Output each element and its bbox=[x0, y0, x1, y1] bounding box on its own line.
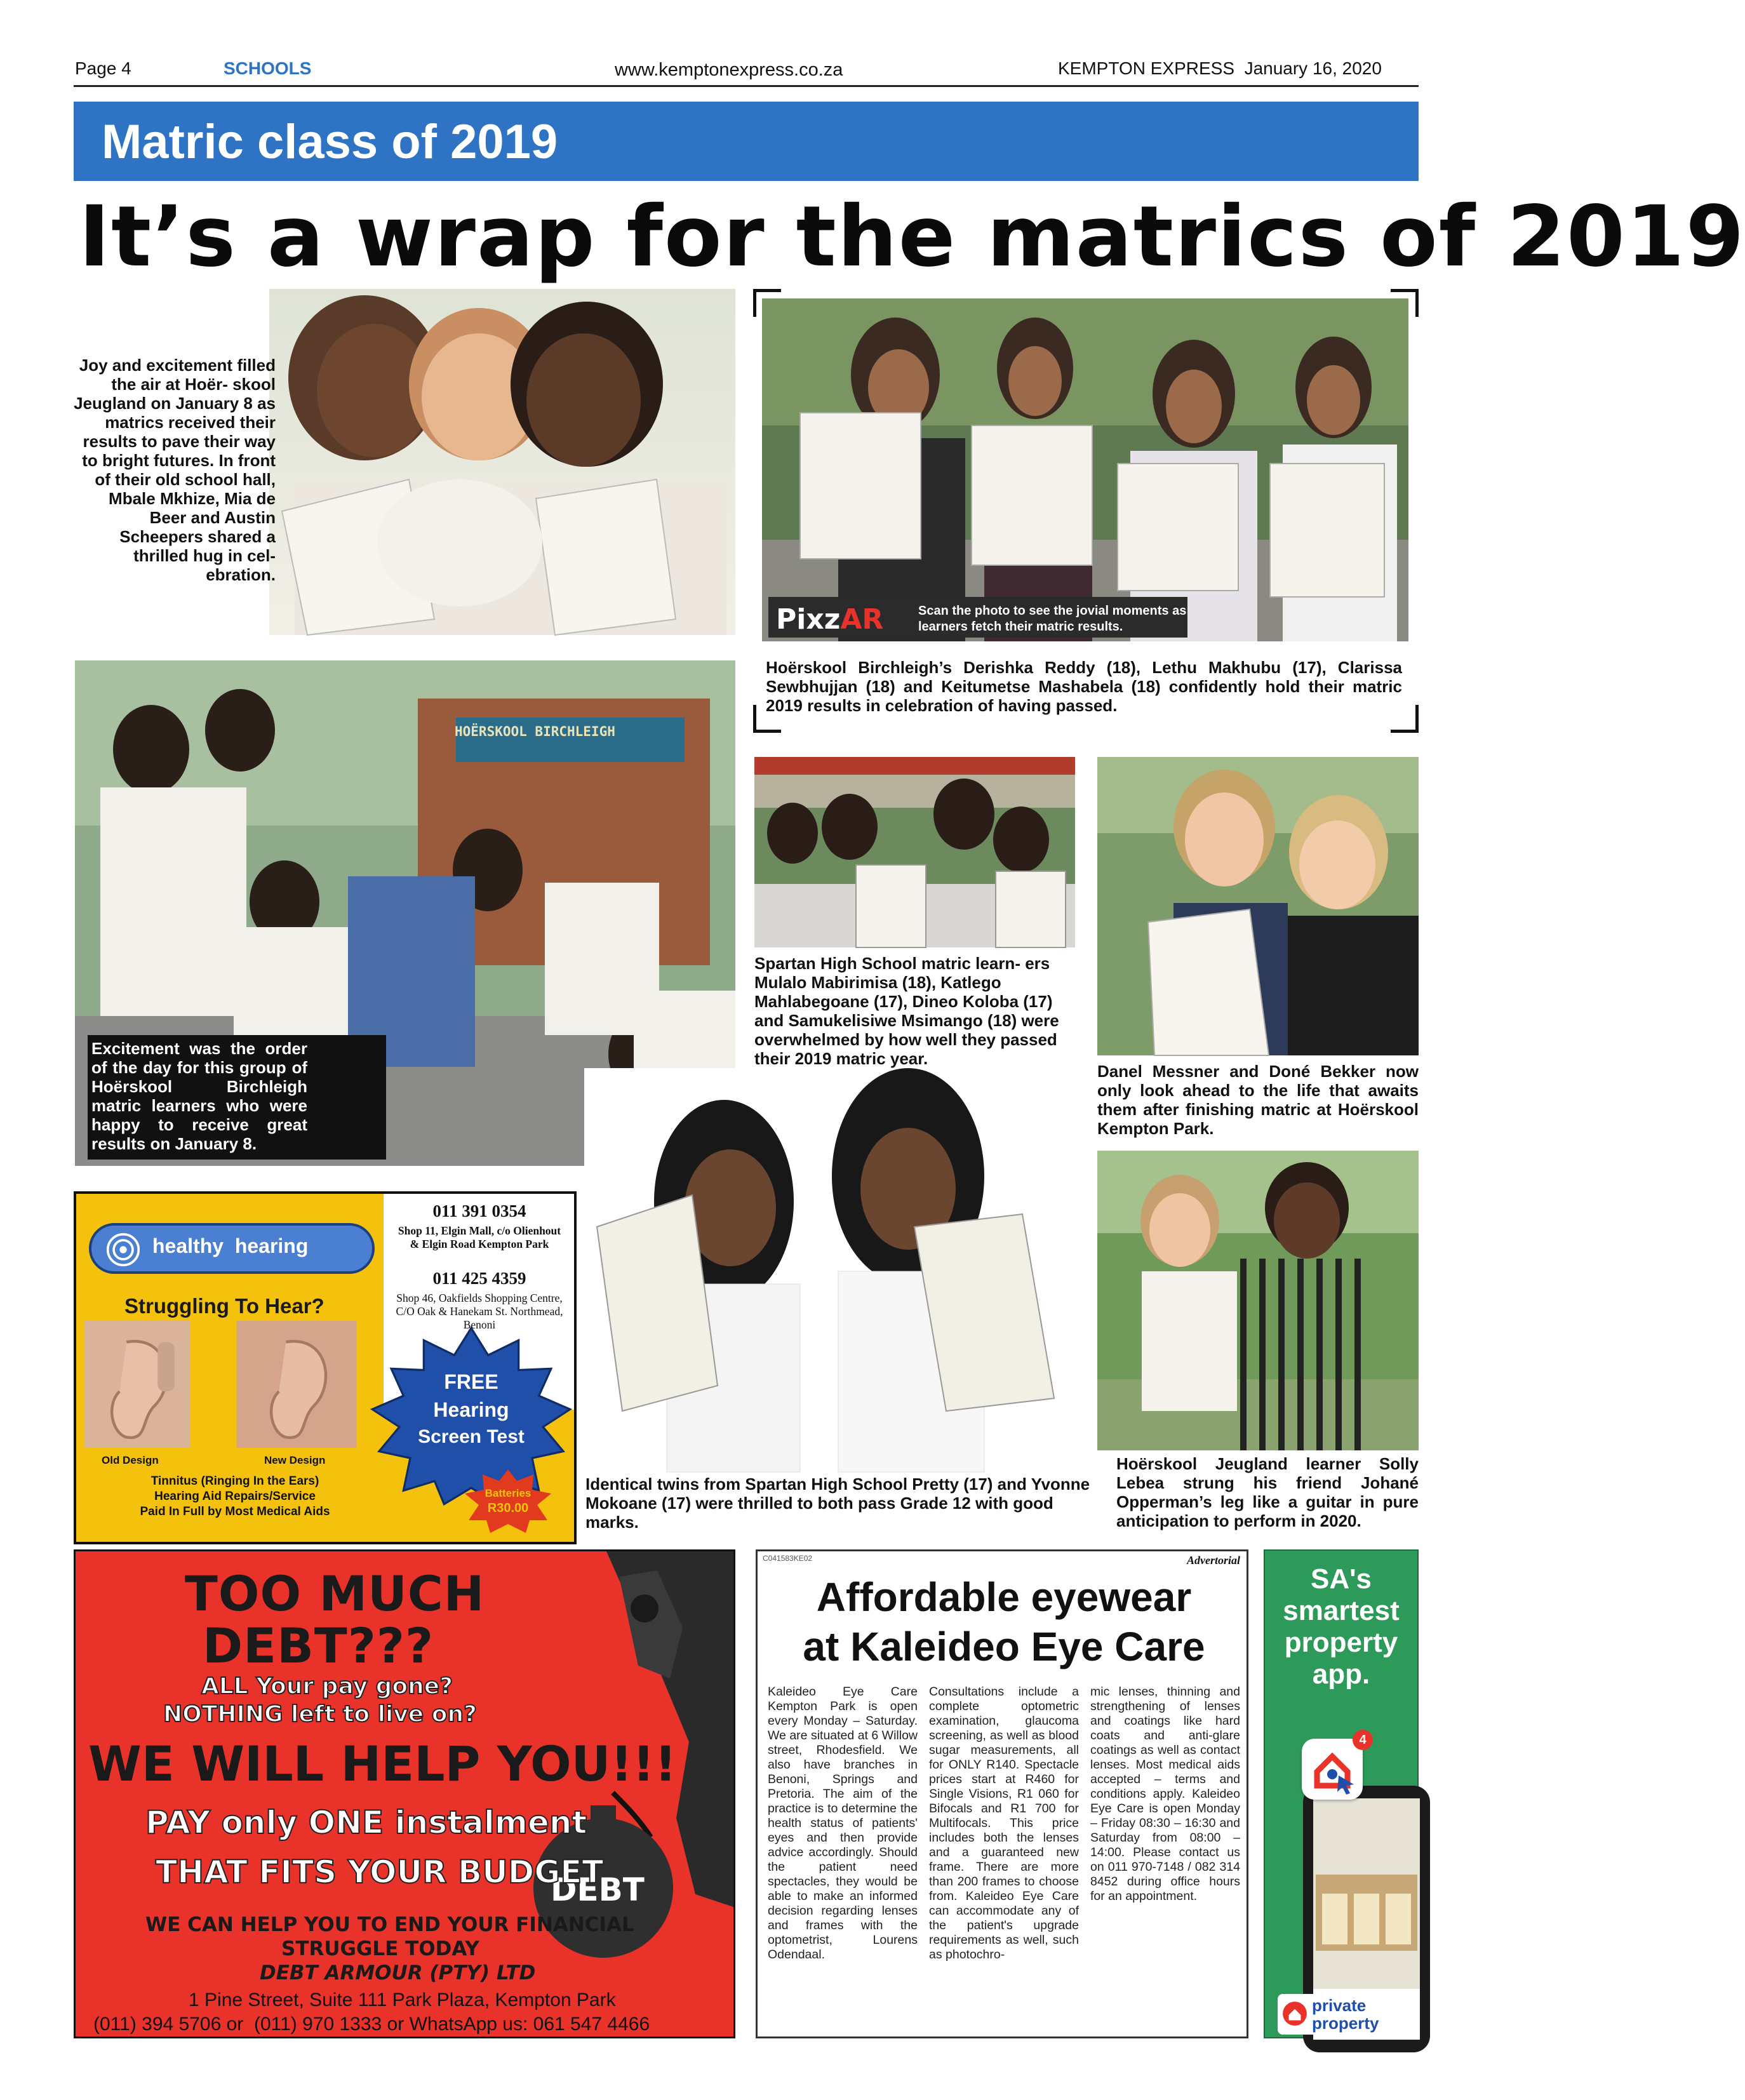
new-design-ear-photo bbox=[235, 1321, 358, 1448]
debt-line-3: ALL Your pay gone? bbox=[201, 1673, 453, 1699]
house-pointer-icon bbox=[1302, 1739, 1363, 1800]
property-line-2: smartest bbox=[1283, 1595, 1400, 1626]
debt-line-5: WE WILL HELP YOU!!! bbox=[88, 1736, 677, 1792]
chained-figure-illustration bbox=[530, 1551, 733, 2040]
photo-twins bbox=[584, 1068, 1080, 1472]
header-rule bbox=[74, 85, 1419, 87]
website[interactable]: www.kemptonexpress.co.za bbox=[615, 60, 843, 80]
battery-label: Batteries bbox=[485, 1487, 532, 1499]
hearing-brand: healthy hearing bbox=[152, 1234, 309, 1257]
free-badge-1: FREE bbox=[444, 1370, 498, 1393]
notification-count: 4 bbox=[1359, 1733, 1367, 1747]
notification-badge bbox=[1353, 1730, 1373, 1750]
private-property-word-1: private bbox=[1312, 1996, 1367, 2015]
eye-title-2: at Kaleideo Eye Care bbox=[803, 1624, 1205, 1669]
debt-address: 1 Pine Street, Suite 111 Park Plaza, Kempton Park bbox=[189, 1990, 616, 2010]
caption-twins: Identical twins from Spartan High School Pretty (17) and Yvonne Mokoane (17) were thrilled to both pass Grade 12 with good marks. bbox=[585, 1475, 1090, 1532]
private-property-word-2: property bbox=[1312, 2014, 1379, 2033]
free-badge-2: Hearing bbox=[433, 1398, 509, 1421]
caption-kempton-park: Danel Messner and Doné Bekker now only look ahead to the life that awaits them after finishing matric at Hoërskool Kempton Park. bbox=[1097, 1062, 1419, 1138]
page-number: Page 4 bbox=[75, 58, 131, 78]
hearing-address-2: Shop 46, Oakfields Shopping Centre, C/O Oak & Hanekam St. Northmead, Benoni bbox=[396, 1292, 563, 1331]
hearing-ad[interactable] bbox=[74, 1191, 577, 1544]
battery-price: R30.00 bbox=[487, 1501, 529, 1515]
school-sign: HOËRSKOOL BIRCHLEIGH bbox=[455, 724, 615, 739]
eyewear-advertorial[interactable] bbox=[756, 1549, 1248, 2038]
hearing-question: Struggling To Hear? bbox=[124, 1294, 324, 1318]
debt-line-6: PAY only ONE instalment bbox=[145, 1804, 587, 1841]
free-badge-3: Screen Test bbox=[418, 1426, 525, 1447]
advertorial-label: Advertorial bbox=[1187, 1554, 1240, 1567]
pixzar-logo[interactable] bbox=[776, 603, 909, 636]
house-logo-icon bbox=[1281, 2000, 1308, 2027]
caption-birchleigh-four: Hoërskool Birchleigh’s Derishka Reddy (18), Lethu Makhubu (17), Clarissa Sewbhujjan (18) and Keitumetse Mashabela (18) confidently hold their matric 2019 results in celebration of having passed. bbox=[766, 658, 1402, 715]
headline: It’s a wrap for the matrics of 2019 bbox=[79, 188, 1745, 286]
app-icon[interactable] bbox=[1302, 1739, 1363, 1800]
debt-line-9: STRUGGLE TODAY bbox=[281, 1937, 479, 1960]
photo-birchleigh-four bbox=[762, 298, 1408, 641]
property-line-1: SA's bbox=[1310, 1563, 1372, 1595]
ear-wave-icon bbox=[105, 1232, 141, 1267]
debt-ball-label: DEBT bbox=[551, 1871, 645, 1908]
section-banner bbox=[74, 102, 1419, 181]
hearing-service-1: Tinnitus (Ringing In the Ears) bbox=[150, 1475, 319, 1488]
hearing-phone-2[interactable]: 011 425 4359 bbox=[432, 1269, 526, 1288]
photo-jeugland-hug bbox=[269, 289, 735, 635]
masthead-date: KEMPTON EXPRESS January 16, 2020 bbox=[1058, 58, 1382, 78]
debt-line-4: NOTHING left to live on? bbox=[163, 1701, 477, 1727]
caption-birchleigh-group: Excitement was the order of the day for this group of Hoërskool Birchleigh matric learners who were happy to receive great results on January 8. bbox=[91, 1039, 307, 1153]
caption-spartan-four: Spartan High School matric learn- ers Mulalo Mabirimisa (18), Katlego Mahlabegoane (17), Dineo Koloba (17) and Samukelisiwe Msimango (18) were overwhelmed by how well they passed their 2019 matric year. bbox=[754, 954, 1059, 1068]
section-label: SCHOOLS bbox=[224, 58, 312, 78]
new-design-label: New Design bbox=[264, 1454, 326, 1466]
hearing-brand-pill bbox=[89, 1223, 375, 1274]
banner-title: Matric class of 2019 bbox=[102, 115, 558, 169]
debt-company: DEBT ARMOUR (PTY) LTD bbox=[260, 1962, 536, 1984]
photo-guitar bbox=[1097, 1151, 1419, 1450]
eye-column-2: Consultations include a complete optometric examination, glaucoma screening, as well as blood sugar measurements, all for ONLY R140. Spectacle prices start at R460 for Single Visions, R1 060 for Bifocals and R1 700 for Multifocals. This price includes both the lenses and a guaranteed new frame. There are more than 200 frames to choose from. Kaleideo Eye Care can accommodate any of the patient's upgrade requirements as well, such as photochro- bbox=[929, 1685, 1079, 1962]
debt-line-2: DEBT??? bbox=[203, 1617, 434, 1674]
hearing-service-2: Hearing Aid Repairs/Service bbox=[154, 1490, 316, 1503]
eye-column-1: Kaleideo Eye Care Kempton Park is open every Monday – Saturday. We are situated at 6 Willow street, Rhodesfield. We also have branches in Benoni, Springs and Pretoria. The aim of the practice is to determine the health status of patients' eyes and then provide advice accordingly. Should the patient need spectacles, they would be able to make an informed decision regarding lenses and frames with the optometrist, Lourens Odendaal. bbox=[768, 1685, 918, 1962]
eye-ad-code: C041583KE02 bbox=[763, 1554, 813, 1563]
debt-phones[interactable]: (011) 394 5706 or (011) 970 1333 or WhatsApp us: 061 547 4466 bbox=[93, 2014, 650, 2035]
hearing-phone-1[interactable]: 011 391 0354 bbox=[432, 1201, 526, 1221]
photo-kempton-park bbox=[1097, 757, 1419, 1055]
property-line-3: property bbox=[1284, 1627, 1398, 1658]
pixzar-logo-b: AR bbox=[840, 603, 884, 636]
private-property-logo[interactable] bbox=[1278, 1994, 1405, 2035]
debt-line-8: WE CAN HELP YOU TO END YOUR FINANCIAL bbox=[145, 1913, 634, 1936]
eye-column-3: mic lenses, thinning and strengthening of lenses and coatings like hard coats and anti-glare coatings as well as contact lenses. Most medical aids accepted – terms and conditions apply. Kaleideo Eye Care is open Monday – Friday 08:30 – 16:30 and Saturday from 08:00 – 14:00. Please contact us on 011 970-7148 / 082 314 8452 during office hours for an appointment. bbox=[1090, 1685, 1240, 1903]
debt-ad[interactable] bbox=[74, 1549, 735, 2038]
eye-title-1: Affordable eyewear bbox=[816, 1574, 1192, 1620]
photo-spartan-four bbox=[754, 757, 1075, 947]
property-ad[interactable] bbox=[1264, 1549, 1419, 2038]
hearing-address-1: Shop 11, Elgin Mall, c/o Olienhout & Elgin Road Kempton Park bbox=[398, 1224, 561, 1250]
hearing-service-3: Paid In Full by Most Medical Aids bbox=[140, 1505, 330, 1518]
caption-guitar: Hoërskool Jeugland learner Solly Lebea strung his friend Johané Opperman’s leg like a guitar in pure anticipation to perform in 2020. bbox=[1116, 1454, 1419, 1530]
debt-line-7: THAT FITS YOUR BUDGET bbox=[156, 1854, 604, 1890]
pixzar-logo-a: Pixz bbox=[776, 603, 841, 636]
property-line-4: app. bbox=[1312, 1659, 1370, 1690]
debt-line-1: TOO MUCH bbox=[185, 1565, 485, 1622]
old-design-label: Old Design bbox=[102, 1454, 159, 1466]
caption-jeugland-hug: Joy and excitement filled the air at Hoër- skool Jeugland on January 8 as matrics received their results to pave their way to bright futures. In front of their old school hall, Mbale Mkhize, Mia de Beer and Austin Scheepers shared a thrilled hug in cel- ebration. bbox=[74, 356, 276, 584]
pixzar-text: Scan the photo to see the jovial moments as learners fetch their matric results. bbox=[918, 604, 1187, 634]
old-design-ear-photo bbox=[84, 1321, 191, 1448]
